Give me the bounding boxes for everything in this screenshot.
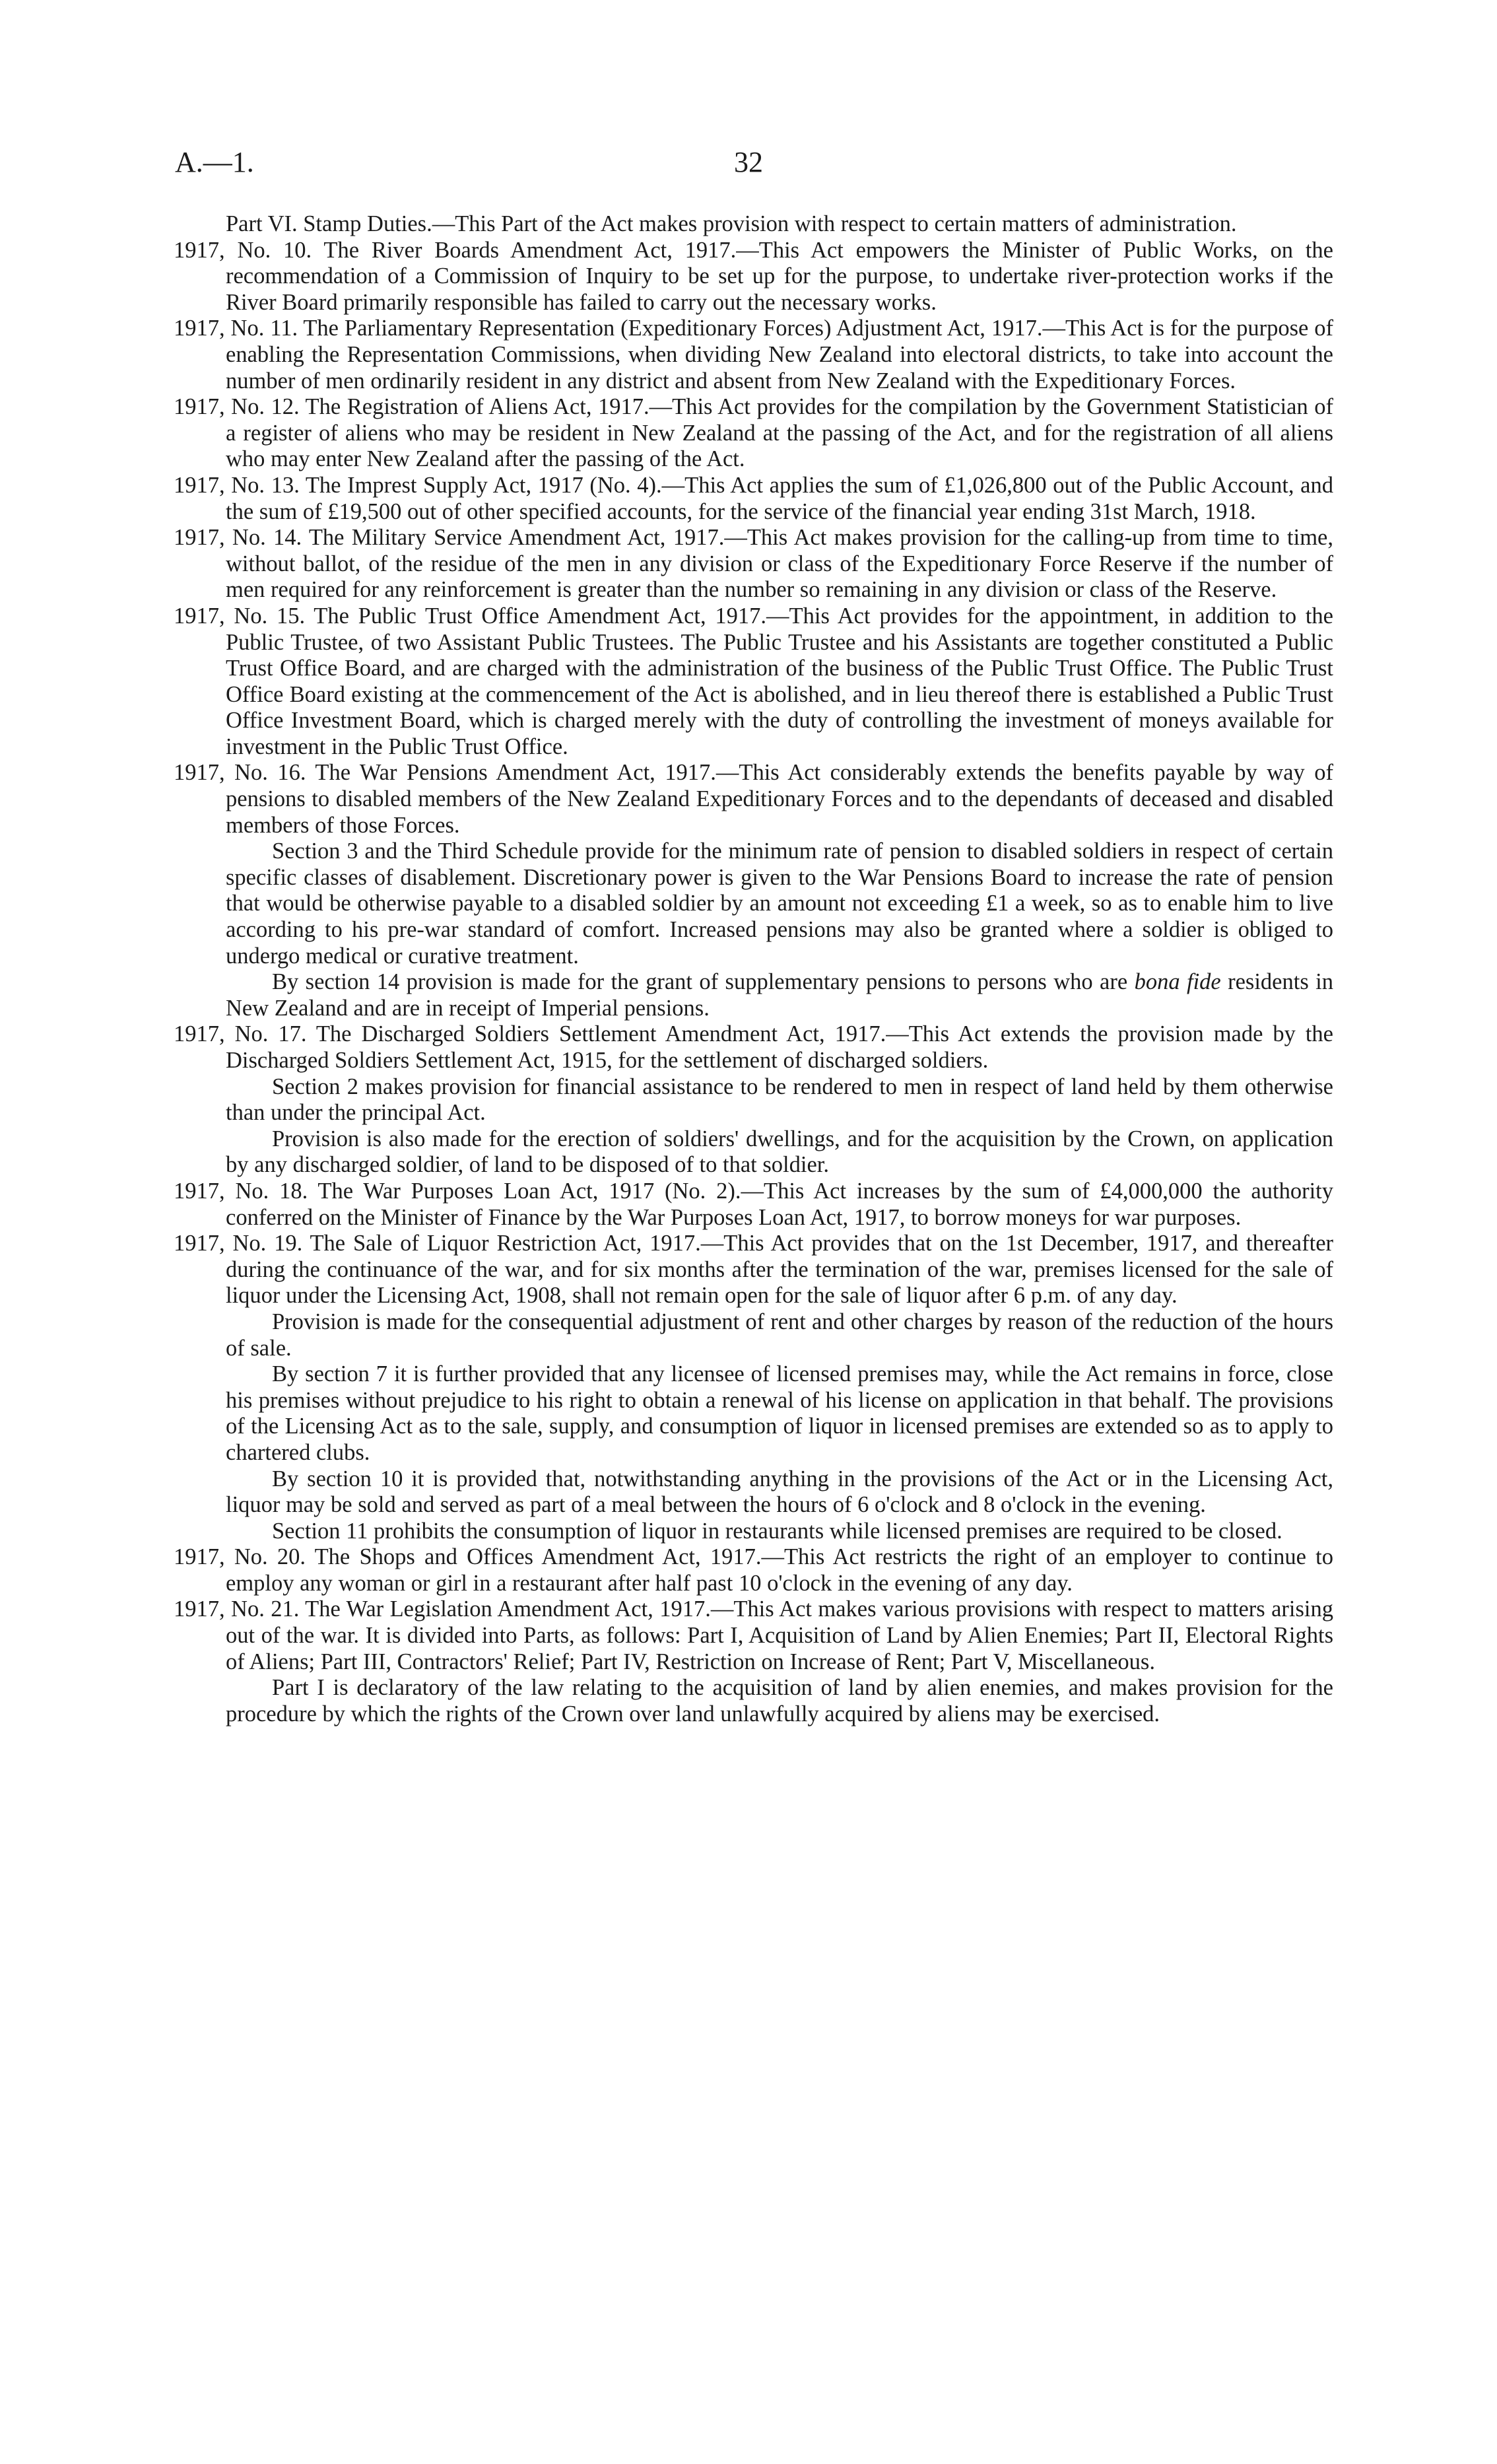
- paragraph-act-no-16-section-3: Section 3 and the Third Schedule provide for the minimum rate of pension to disabled soldiers in respect of certain specific classes of disablement. Discretionary power is given to the War Pensions Board to increase the rate of pension that would be otherwise payable to a disabled soldier by an amount not exceeding £1 a week, so as to enable him to live according to his pre-war standard of comfort. Increased pensions may also be granted where a soldier is obliged to undergo medical or curative treatment.: [226, 838, 1333, 969]
- paragraph-part-vi: Part VI. Stamp Duties.—This Part of the Act makes provision with respect to certain matters of administration.: [226, 211, 1237, 236]
- paragraph-act-no-19-section-7: By section 7 it is further provided that any licensee of licensed premises may, while the Act remains in force, close his premises without prejudice to his right to obtain a renewal of his license on application in that behalf. The provisions of the Licensing Act as to the sale, supply, and consumption of liquor in licensed premises are extended so as to apply to chartered clubs.: [226, 1361, 1333, 1465]
- paragraph-act-no-16: 1917, No. 16. The War Pensions Amendment Act, 1917.—This Act considerably extends the benefits payable by way of pensions to disabled members of the New Zealand Expeditionary Forces and to the dependants of deceased and disabled members of those Forces.: [174, 760, 1333, 838]
- italic-phrase: bona fide: [1134, 969, 1221, 995]
- paragraph-act-no-11: 1917, No. 11. The Parliamentary Representation (Expeditionary Forces) Adjustment Act, 1917.—This Act is for the purpose of enabling the Representation Commissions, when dividing New Zealand into electoral districts, to take into account the number of men ordinarily resident in any district and absent from New Zealand with the Expeditionary Forces.: [174, 316, 1333, 394]
- paragraph-act-no-16-section-14: By section 14 provision is made for the grant of supplementary pensions to persons who are bona fide residents in New Zealand and are in receipt of Imperial pensions.: [226, 969, 1333, 1021]
- paragraph-act-no-17-section-2: Section 2 makes provision for financial assistance to be rendered to men in respect of land held by them otherwise than under the principal Act.: [226, 1074, 1333, 1126]
- paragraph-act-no-14: 1917, No. 14. The Military Service Amendment Act, 1917.—This Act makes provision for the calling-up from time to time, without ballot, of the residue of the men in any division or class of the Expeditionary Force Reserve if the number of men required for any reinforcement is greater than the number so remaining in any division or class of the Reserve.: [174, 525, 1333, 603]
- document-reference: A.—1.: [175, 146, 254, 178]
- paragraph-act-no-17: 1917, No. 17. The Discharged Soldiers Settlement Amendment Act, 1917.—This Act extends the provision made by the Discharged Soldiers Settlement Act, 1915, for the settlement of discharged soldiers.: [174, 1021, 1333, 1073]
- paragraph-act-no-19-section-11: Section 11 prohibits the consumption of liquor in restaurants while licensed premises are required to be closed.: [272, 1518, 1282, 1544]
- paragraph-act-no-20: 1917, No. 20. The Shops and Offices Amendment Act, 1917.—This Act restricts the right of an employer to continue to employ any woman or girl in a restaurant after half past 10 o'clock in the evening of any day.: [174, 1544, 1333, 1596]
- paragraph-act-no-19-rent: Provision is made for the consequential adjustment of rent and other charges by reason of the reduction of the hours of sale.: [226, 1309, 1333, 1361]
- paragraph-act-no-12: 1917, No. 12. The Registration of Aliens Act, 1917.—This Act provides for the compilation by the Government Statistician of a register of aliens who may be resident in New Zealand at the passing of the Act, and for the registration of all aliens who may enter New Zealand after the passing of the Act.: [174, 394, 1333, 472]
- paragraph-act-no-18: 1917, No. 18. The War Purposes Loan Act, 1917 (No. 2).—This Act increases by the sum of £4,000,000 the authority conferred on the Minister of Finance by the War Purposes Loan Act, 1917, to borrow moneys for war purposes.: [174, 1178, 1333, 1230]
- paragraph-act-no-17-dwellings: Provision is also made for the erection of soldiers' dwellings, and for the acquisition by the Crown, on application by any discharged soldier, of land to be disposed of to that soldier.: [226, 1126, 1333, 1178]
- paragraph-act-no-10: 1917, No. 10. The River Boards Amendment Act, 1917.—This Act empowers the Minister of Public Works, on the recommendation of a Commission of Inquiry to be set up for the purpose, to undertake river-protection works if the River Board primarily responsible has failed to carry out the necessary works.: [174, 237, 1333, 315]
- paragraph-act-no-19-section-10: By section 10 it is provided that, notwithstanding anything in the provisions of the Act or in the Licensing Act, liquor may be sold and served as part of a meal between the hours of 6 o'clock and 8 o'clock in the evening.: [226, 1466, 1333, 1518]
- paragraph-act-no-21: 1917, No. 21. The War Legislation Amendment Act, 1917.—This Act makes various provisions with respect to matters arising out of the war. It is divided into Parts, as follows: Part I, Acquisition of Land by Alien Enemies; Part II, Electoral Rights of Aliens; Part III, Contractors' Relief; Part IV, Restriction on Increase of Rent; Part V, Miscellaneous.: [174, 1596, 1333, 1674]
- paragraph-act-no-13: 1917, No. 13. The Imprest Supply Act, 1917 (No. 4).—This Act applies the sum of £1,026,800 out of the Public Account, and the sum of £19,500 out of other specified accounts, for the service of the financial year ending 31st March, 1918.: [174, 472, 1333, 524]
- paragraph-act-no-21-part-i: Part I is declaratory of the law relating to the acquisition of land by alien enemies, and makes provision for the procedure by which the rights of the Crown over land unlawfully acquired by aliens may be exercised.: [226, 1675, 1333, 1727]
- document-body: [174, 211, 1333, 1727]
- paragraph-act-no-19: 1917, No. 19. The Sale of Liquor Restriction Act, 1917.—This Act provides that on the 1st December, 1917, and thereafter during the continuance of the war, and for six months after the termination of the war, premises licensed for the sale of liquor under the Licensing Act, 1908, shall not remain open for the sale of liquor after 6 p.m. of any day.: [174, 1231, 1333, 1309]
- paragraph-act-no-15: 1917, No. 15. The Public Trust Office Amendment Act, 1917.—This Act provides for the appointment, in addition to the Public Trustee, of two Assistant Public Trustees. The Public Trustee and his Assistants are together constituted a Public Trust Office Board, and are charged with the administration of the business of the Public Trust Office. The Public Trust Office Board existing at the commencement of the Act is abolished, and in lieu thereof there is established a Public Trust Office Investment Board, which is charged merely with the duty of controlling the investment of moneys available for investment in the Public Trust Office.: [174, 603, 1333, 759]
- page-number: 32: [734, 146, 763, 178]
